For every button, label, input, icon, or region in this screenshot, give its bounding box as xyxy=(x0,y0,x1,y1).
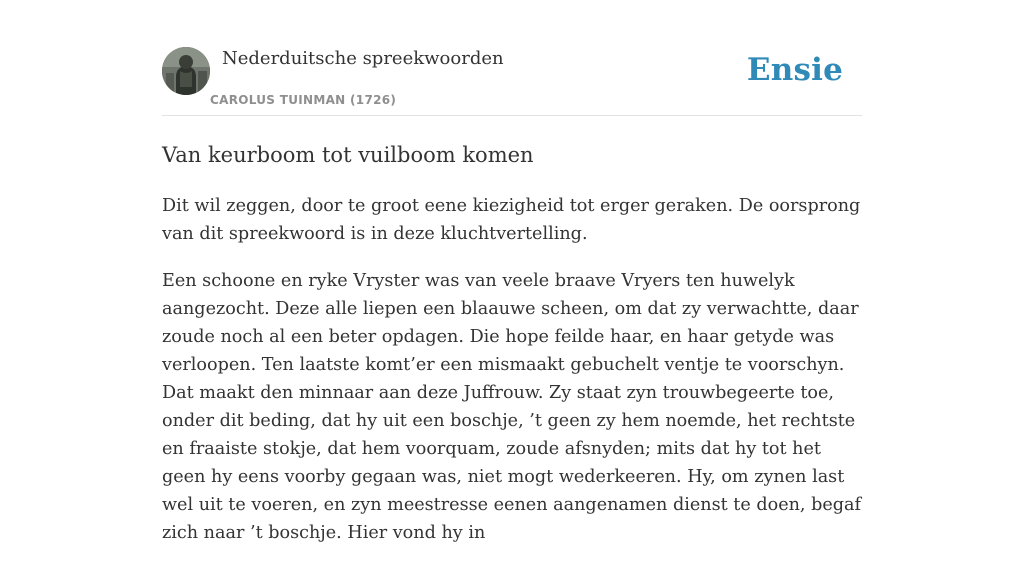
author-name[interactable]: CAROLUS TUINMAN (1726) xyxy=(210,93,397,107)
ensie-logo[interactable]: Ensie xyxy=(746,52,843,88)
entry-body xyxy=(162,192,862,566)
book-title[interactable]: Nederduitsche spreekwoorden xyxy=(222,48,504,69)
author-portrait-icon[interactable] xyxy=(162,47,210,95)
page-content xyxy=(162,0,862,543)
entry-title: Van keurboom tot vuilboom komen xyxy=(162,143,534,167)
entry-paragraph: Dit wil zeggen, door te groot eene kiezigheid tot erger geraken. De oorsprong van dit spreekwoord is in deze kluchtvertelling. xyxy=(162,196,861,244)
entry-paragraph: Een schoone en ryke Vryster was van veele braave Vryers ten huwelyk aangezocht. Deze alle liepen een blaauwe scheen, om dat zy verwachtte, daar zoude noch al een beter opdagen. Die hope feilde haar, en haar getyde was verloopen. Ten laatste komt’er een mismaakt gebuchelt ventje te voorschyn. Dat maakt den minnaar aan deze Juffrouw. Zy staat zyn trouwbegeerte toe, onder dit beding, dat hy uit een boschje, ’t geen zy hem noemde, het rechtste en fraaiste stokje, dat hem voorquam, zoude afsnyden; mits dat hy tot het geen hy eens voorby gegaan was, niet mogt wederkeeren. Hy, om zynen last wel uit te voeren, en zyn meestresse eenen aangenamen dienst te doen, begaf zich naar ’t boschje. Hier vond hy in xyxy=(162,271,862,543)
header xyxy=(162,0,862,116)
